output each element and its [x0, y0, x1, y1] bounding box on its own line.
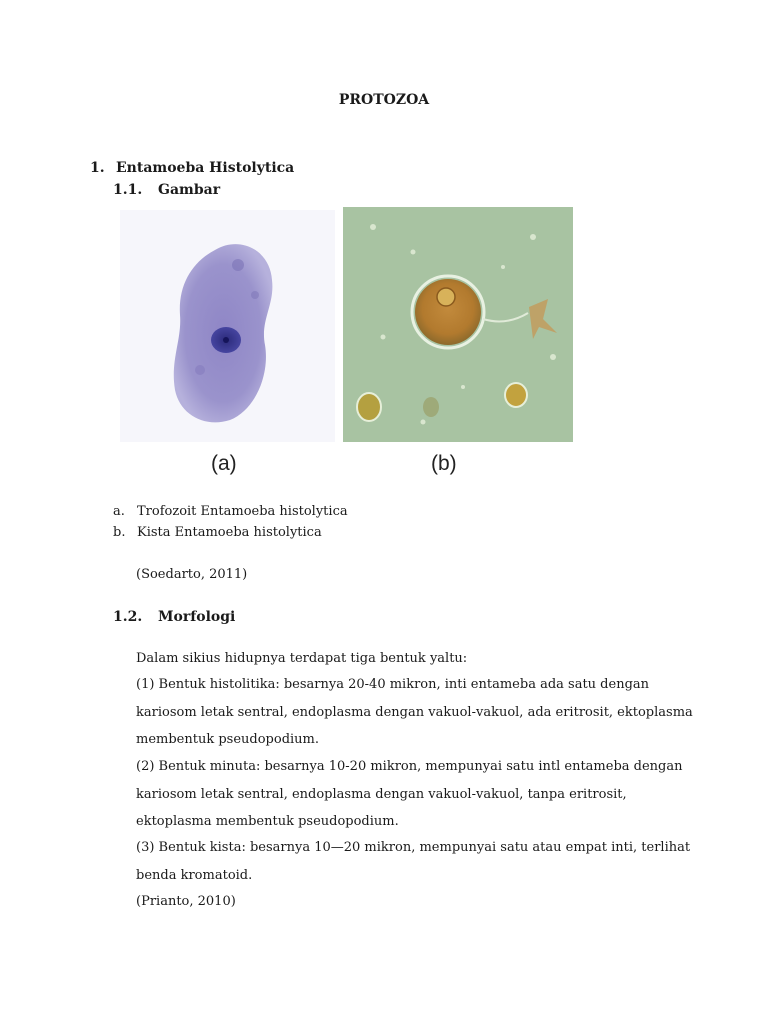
subsection-heading-gambar: [113, 182, 220, 198]
paragraph-line: Dalam sikius hidupnya terdapat tiga bentuk yaltu:: [136, 651, 468, 666]
paragraph-line: ektoplasma membentuk pseudopodium.: [136, 814, 399, 829]
figure-label-b: (b): [431, 452, 457, 475]
caption-marker: b.: [113, 525, 126, 540]
paragraph-line: (2) Bentuk minuta: besarnya 10-20 mikron, mempunyai satu intl entameba dengan: [136, 759, 683, 774]
paragraph-line: kariosom letak sentral, endoplasma dengan vakuol-vakuol, tanpa eritrosit,: [136, 787, 627, 802]
paragraph-line: (1) Bentuk histolitika: besarnya 20-40 mikron, inti entameba ada satu dengan: [136, 677, 650, 692]
section-heading: [90, 160, 294, 176]
paragraph-line: (3) Bentuk kista: besarnya 10—20 mikron, mempunyai satu atau empat inti, terlihat: [136, 840, 691, 855]
subsection-heading-morfologi: [113, 609, 235, 625]
caption-marker: a.: [113, 504, 125, 519]
caption-text: Trofozoit Entamoeba histolytica: [137, 504, 348, 519]
subsection-title: Morfologi: [158, 609, 236, 625]
cyst-image: [343, 207, 573, 442]
paragraph-line: membentuk pseudopodium.: [136, 732, 320, 747]
figure-label-a: (a): [211, 452, 237, 475]
paragraph-line: benda kromatoid.: [136, 868, 253, 883]
paragraph-line: kariosom letak sentral, endoplasma dengan vakuol-vakuol, ada eritrosit, ektoplasma: [136, 705, 693, 720]
caption-item-a: [113, 504, 348, 519]
section-number: 1.: [90, 160, 105, 176]
subsection-number: 1.2.: [113, 609, 143, 625]
caption-item-b: [113, 525, 322, 540]
morfologi-citation: (Prianto, 2010): [136, 894, 236, 909]
subsection-number: 1.1.: [113, 182, 143, 198]
section-title: Entamoeba Histolytica: [116, 160, 295, 176]
trophozoite-image: [120, 210, 335, 442]
figure-citation: (Soedarto, 2011): [136, 567, 248, 582]
caption-text: Kista Entamoeba histolytica: [137, 525, 322, 540]
subsection-title: Gambar: [158, 182, 221, 198]
page-title: PROTOZOA: [338, 92, 430, 108]
